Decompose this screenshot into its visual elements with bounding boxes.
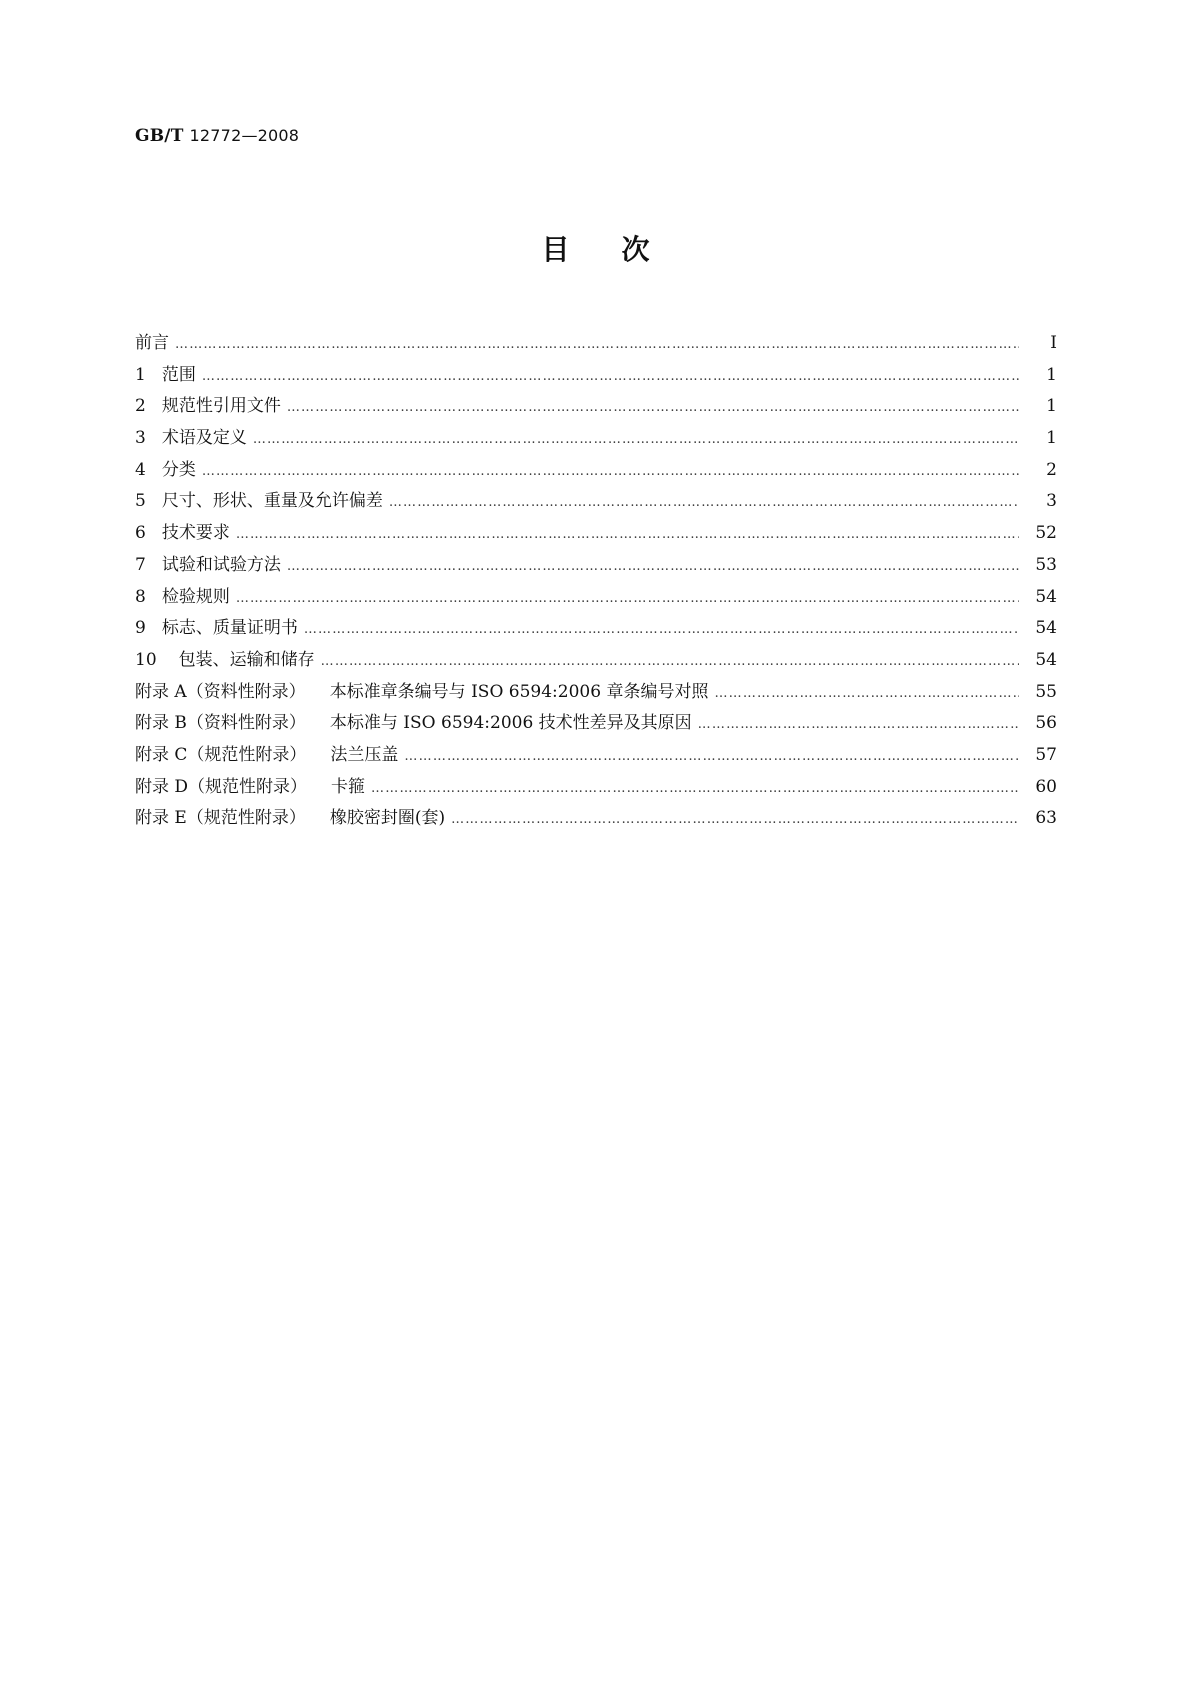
toc-entry-page: 60 [1035, 776, 1057, 797]
toc-dot-leader [287, 392, 1019, 423]
toc-dot-leader [202, 361, 1019, 392]
toc-appendix-label: 附录 D（规范性附录） [135, 776, 308, 797]
toc-entry-number: 3 [135, 428, 146, 449]
toc-appendix-entry[interactable] [135, 677, 1057, 709]
toc-entry-number: 6 [135, 523, 146, 544]
toc-entry-page: I [1050, 333, 1057, 353]
toc-dot-leader [304, 614, 1019, 645]
toc-entry-label: 橡胶密封圈(套) [329, 808, 446, 829]
toc-entry-number: 7 [135, 554, 146, 575]
toc-entry-page: 54 [1035, 586, 1057, 607]
toc-entry[interactable] [135, 455, 1057, 487]
toc-dot-leader [389, 487, 1019, 518]
toc-entry-page: 63 [1035, 808, 1057, 829]
toc-appendix-entry[interactable] [135, 772, 1057, 804]
toc-entry[interactable] [135, 645, 1057, 677]
toc-dot-leader [404, 741, 1019, 772]
toc-entry-page: 57 [1035, 744, 1057, 765]
toc-entry-page: 3 [1046, 491, 1057, 512]
toc-entry[interactable] [135, 582, 1057, 614]
page-title: 目次 [541, 233, 702, 266]
toc-entry[interactable] [135, 518, 1057, 550]
toc-entry-page: 55 [1035, 681, 1057, 702]
toc-entry-page: 2 [1046, 459, 1057, 480]
toc-entry[interactable] [135, 360, 1057, 392]
toc-entry-label: 法兰压盖 [330, 744, 399, 765]
toc-entry[interactable] [135, 486, 1057, 518]
toc-entry[interactable] [135, 550, 1057, 582]
toc-entry-label: 标志、质量证明书 [161, 618, 298, 639]
standard-number: 12772—2008 [189, 126, 300, 145]
toc-entry-label: 前言 [135, 333, 169, 353]
toc-appendix-label: 附录 C（规范性附录） [135, 744, 307, 765]
toc-entry[interactable] [135, 613, 1057, 645]
toc-dot-leader [287, 551, 1019, 582]
toc-entry-number: 2 [135, 396, 146, 417]
toc-appendix-label: 附录 A（资料性附录） [135, 681, 306, 702]
toc-entry-page: 1 [1046, 428, 1057, 449]
toc-dot-leader [451, 804, 1019, 835]
toc-entry-label: 本标准与 ISO 6594:2006 技术性差异及其原因 [329, 713, 692, 734]
toc-entry-number: 1 [135, 364, 146, 385]
toc-entry-page: 56 [1035, 713, 1057, 734]
toc-entry-label: 检验规则 [161, 586, 230, 607]
toc-entry-page: 53 [1035, 554, 1057, 575]
toc-dot-leader [253, 424, 1019, 455]
toc-entry-label: 技术要求 [161, 523, 230, 544]
toc-dot-leader [321, 646, 1019, 677]
toc-dot-leader [175, 329, 1019, 360]
toc-appendix-label: 附录 E（规范性附录） [135, 808, 306, 829]
toc-entry-page: 1 [1046, 364, 1057, 385]
toc-entry-label: 试验和试验方法 [161, 554, 281, 575]
toc-entry-label: 本标准章条编号与 ISO 6594:2006 章条编号对照 [329, 681, 709, 702]
toc-entry-label: 尺寸、形状、重量及允许偏差 [161, 491, 383, 512]
standard-prefix: GB/T [135, 126, 184, 146]
toc-entry[interactable] [135, 423, 1057, 455]
toc-entry-label: 包装、运输和储存 [178, 649, 315, 670]
toc-dot-leader [714, 678, 1019, 709]
toc-appendix-entry[interactable] [135, 708, 1057, 740]
toc-dot-leader [698, 709, 1019, 740]
toc-entry-page: 52 [1035, 523, 1057, 544]
toc-dot-leader [371, 773, 1019, 804]
toc-entry-page: 54 [1035, 618, 1057, 639]
toc-dot-leader [202, 456, 1019, 487]
toc-entry-number: 4 [135, 459, 146, 480]
toc-entry-label: 卡箍 [331, 776, 366, 797]
table-of-contents [135, 328, 1057, 835]
toc-dot-leader [236, 519, 1019, 550]
toc-entry-label: 规范性引用文件 [161, 396, 281, 417]
toc-entry-label: 分类 [161, 459, 196, 480]
toc-entry-page: 1 [1046, 396, 1057, 417]
toc-appendix-label: 附录 B（资料性附录） [135, 713, 306, 734]
toc-entry[interactable] [135, 328, 1057, 360]
toc-entry-number: 8 [135, 586, 146, 607]
toc-entry-page: 54 [1035, 649, 1057, 670]
toc-dot-leader [236, 583, 1019, 614]
toc-entry-number: 10 [135, 649, 157, 670]
toc-entry-number: 5 [135, 491, 146, 512]
toc-appendix-entry[interactable] [135, 740, 1057, 772]
toc-entry[interactable] [135, 391, 1057, 423]
toc-entry-label: 范围 [161, 364, 196, 385]
toc-appendix-entry[interactable] [135, 803, 1057, 835]
toc-entry-number: 9 [135, 618, 146, 639]
standard-code [135, 126, 299, 146]
toc-entry-label: 术语及定义 [161, 428, 247, 449]
